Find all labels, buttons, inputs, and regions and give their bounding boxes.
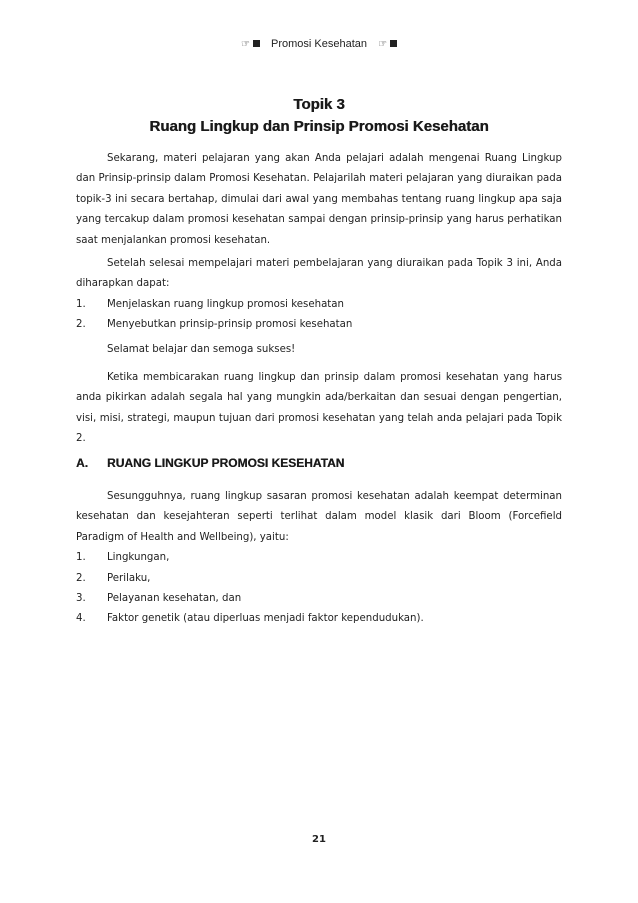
pointing-hand-icon: ☞ bbox=[378, 39, 389, 50]
topic-number: Topik 3 bbox=[293, 96, 345, 113]
list-item: 2. Menyebutkan prinsip-prinsip promosi kesehatan bbox=[76, 319, 353, 331]
intro-paragraph-3: Ketika membicarakan ruang lingkup dan prinsip dalam promosi kesehatan yang harus anda pikirkan adalah segala hal yang mungkin ada/berkaitan dan sesuai dengan pengertian, visi, misi, strategi, maupun tujuan dari promosi kesehatan yang telah anda pelajari pada Topik 2. bbox=[76, 372, 562, 445]
topic-title-block bbox=[0, 94, 638, 138]
square-bullet-icon bbox=[390, 40, 397, 47]
intro-paragraph-1-block bbox=[76, 149, 562, 251]
determinants-list bbox=[76, 548, 562, 630]
page-number: 21 bbox=[312, 834, 326, 845]
list-item: 1. Menjelaskan ruang lingkup promosi kesehatan bbox=[76, 298, 345, 310]
objectives-list bbox=[76, 295, 562, 336]
intro-paragraph-2: Setelah selesai mempelajari materi pembelajaran yang diuraikan pada Topik 3 ini, Anda diharapkan dapat: bbox=[76, 258, 562, 290]
intro-paragraph-2-block bbox=[76, 254, 562, 336]
list-item: 2. Perilaku, bbox=[76, 572, 151, 584]
list-item: 1. Lingkungan, bbox=[76, 552, 170, 564]
intro-paragraph-3-block bbox=[76, 368, 562, 450]
section-a-body bbox=[76, 487, 562, 630]
section-a-heading bbox=[76, 456, 562, 470]
running-title: Promosi Kesehatan bbox=[271, 38, 367, 50]
running-header bbox=[0, 38, 638, 50]
section-letter: A. bbox=[76, 456, 88, 470]
greeting-block bbox=[76, 340, 562, 360]
greeting: Selamat belajar dan semoga sukses! bbox=[107, 344, 296, 355]
topic-title: Ruang Lingkup dan Prinsip Promosi Kesehatan bbox=[149, 118, 489, 135]
section-a-paragraph: Sesungguhnya, ruang lingkup sasaran promosi kesehatan adalah keempat determinan kesehatan dan kesejahteran seperti terlihat dalam model klasik dari Bloom (Forcefield Paradigm of Health and Wellbeing), yaitu: bbox=[76, 491, 562, 543]
list-item: 4. Faktor genetik (atau diperluas menjadi faktor kependudukan). bbox=[76, 613, 424, 625]
intro-paragraph-1: Sekarang, materi pelajaran yang akan Anda pelajari adalah mengenai Ruang Lingkup dan Prinsip-prinsip dalam Promosi Kesehatan. Pelajarilah materi pelajaran yang diuraikan pada topik-3 ini secara bertahap, dimulai dari awal yang membahas tentang ruang lingkup apa saja yang tercakup dalam promosi kesehatan sampai dengan prinsip-prinsip yang harus perhatikan saat menjalankan promosi kesehatan. bbox=[76, 153, 562, 246]
section-title: RUANG LINGKUP PROMOSI KESEHATAN bbox=[107, 456, 345, 470]
square-bullet-icon bbox=[253, 40, 260, 47]
list-item: 3. Pelayanan kesehatan, dan bbox=[76, 593, 242, 605]
pointing-hand-icon: ☞ bbox=[240, 39, 251, 50]
